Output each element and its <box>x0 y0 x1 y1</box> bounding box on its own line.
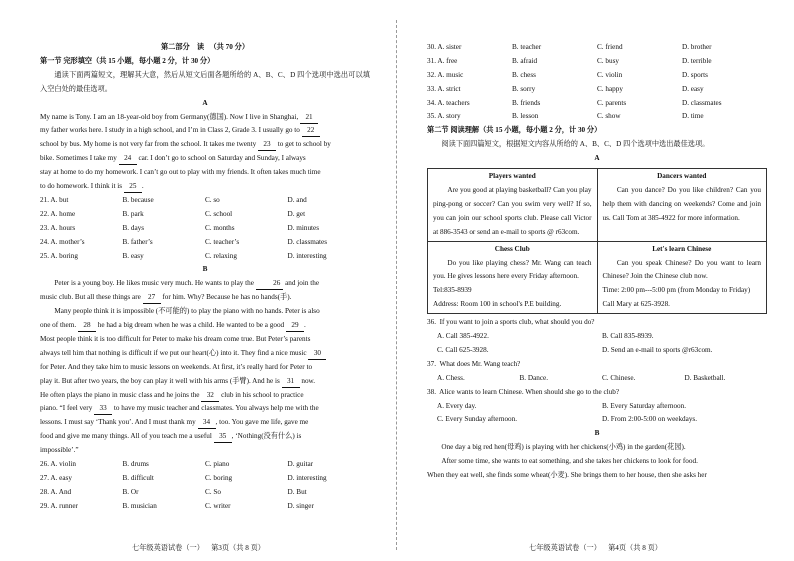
blank-number: 24 <box>119 153 137 165</box>
option: C. violin <box>597 70 623 79</box>
option: 22. A. home <box>40 209 76 218</box>
blank-number: 34 <box>198 417 216 429</box>
passage-text: music club. But all these things are <box>40 293 143 302</box>
reading-a-label: A <box>594 154 600 163</box>
blank-number: 27 <box>143 292 161 304</box>
passage-text: lessons. I must say ‘Thank you’. And I must thank my <box>40 418 198 427</box>
option: B. Every Saturday afternoon. <box>602 401 687 410</box>
passage-text: My name is Tony. I am an 18-year-old boy from Germany(德国). Now I live in Shanghai, <box>40 112 301 121</box>
ad-extra: Time: 2:00 pm---5:00 pm (from Monday to Friday) <box>602 286 751 295</box>
option: C. school <box>205 209 233 218</box>
passage-text: food and give me many things. All of you teach me a useful <box>40 432 214 441</box>
passage-line <box>40 333 370 347</box>
ad-title: Let's learn Chinese <box>652 244 712 253</box>
passage-text: for Peter. And they take him to music lessons on weekends. At first, it’s really hard for Peter to <box>40 362 313 371</box>
q38-options-row <box>427 400 767 414</box>
blank-number: 23 <box>258 139 276 151</box>
ad-chinese <box>597 241 767 314</box>
passage-line <box>40 402 370 416</box>
option: 25. A. boring <box>40 251 78 260</box>
passage-line <box>40 444 370 458</box>
passage-text: Many people think it is impossible (不可能的) to play the piano with no hands. Peter is also <box>54 307 320 316</box>
option: D. minutes <box>287 223 320 232</box>
passage-line <box>40 319 370 333</box>
passage-text: play it. But after two years, the boy can play it well with his arms (手臂). And he is <box>40 376 282 385</box>
option: D. From 2:00-5:00 on weekdays. <box>602 415 698 424</box>
option: 27. A. easy <box>40 474 72 482</box>
page-footer-right: 七年级英语试卷（一） 第4页（共 8 页） <box>529 544 662 553</box>
passage-text: to have my music teacher and classmates. You always help me with the <box>112 404 319 413</box>
ad-chess-club <box>428 241 598 314</box>
blank-number: 21 <box>300 112 318 124</box>
option: B. sorry <box>512 84 536 93</box>
option: B. lesson <box>512 112 539 121</box>
ad-body: Do you like playing chess? Mr. Wang can teach you. He gives lessons here every Friday afternoon. <box>433 258 592 281</box>
option: C. happy <box>597 84 623 93</box>
options-row <box>40 236 370 250</box>
q38-options-row <box>427 413 767 427</box>
passage-line <box>40 416 370 430</box>
option: 31. A. free <box>427 56 458 65</box>
option: C. teacher’s <box>205 237 240 246</box>
page-footer-left: 七年级英语试卷（一） 第3页（共 8 页） <box>132 544 265 553</box>
right-page <box>397 0 794 561</box>
passage-line <box>40 347 370 361</box>
option: 21. A. but <box>40 195 69 204</box>
blank-number: 29 <box>286 320 304 332</box>
option: B. afraid <box>512 56 538 65</box>
options-row <box>40 500 370 514</box>
ad-players <box>428 169 598 242</box>
reading-b-line: One day a big red hen(母鸡) is playing with her chickens(小鸡) in the garden(花园). <box>441 443 686 452</box>
option: C. friend <box>597 43 623 51</box>
option: C. relaxing <box>205 251 237 260</box>
passage-text: , too. You gave me life, gave me <box>215 418 309 427</box>
passage-line <box>40 111 370 125</box>
option: 24. A. mother’s <box>40 237 85 246</box>
option: C. busy <box>597 56 619 65</box>
passage-line <box>40 277 370 291</box>
ad-body: Can you dance? Do you like children? Can you help them with dancing on weekends? Come and join us. Call Tom at 385-4922 for more information. <box>602 185 761 222</box>
ad-title: Chess Club <box>494 244 530 253</box>
ad-body: Are you good at playing basketball? Can you play ping-pong or soccer? Can you swim very well? If so, you can join our school sports club. Please call Victor at 886-3543 or send an e-mail to sports @ r63com. <box>433 185 592 236</box>
passage-line <box>40 430 370 444</box>
option: D. and <box>287 195 307 204</box>
passage-text: school by bus. My home is not very far from the school. It takes me twenty <box>40 140 258 149</box>
ads-table <box>427 168 767 314</box>
passage-text: always tell him that nothing is difficult if we put our heart(心) into it. They find a nice music <box>40 348 309 357</box>
blank-number: 32 <box>201 390 219 402</box>
section2-instructions: 阅读下面四篇短文，根据短文内容从所给的 A、B、C、D 四个选项中选出最佳选项。 <box>441 140 710 149</box>
question-37: 37. What does Mr. Wang teach? <box>427 359 521 368</box>
question-38: 38. Alice wants to learn Chinese. When should she go to the club? <box>427 387 620 396</box>
passage-text: my father works here. I study in a high school, and I’m in Class 2, Grade 3. I usually go to <box>40 126 302 135</box>
option: B. Or <box>122 487 139 496</box>
part-title: 第二部分 读 （共 70 分） <box>160 43 250 51</box>
passage-text: , ‘Nothing(没有什么) is <box>231 432 302 441</box>
passage-text: Most people think it is too difficult for Peter to make his dream come true. But Peter’s parents <box>40 334 311 343</box>
option: 32. A. music <box>427 70 464 79</box>
option: D. Basketball. <box>684 373 726 382</box>
options-a <box>40 194 370 263</box>
passage-b <box>40 277 370 458</box>
option: C. writer <box>205 501 231 510</box>
options-row <box>40 250 370 264</box>
option: B. teacher <box>512 43 542 51</box>
q36-options-row <box>427 330 767 344</box>
blank-number: 33 <box>94 403 112 415</box>
section2-heading: 第二节 阅读理解（共 15 小题，每小题 2 分，计 30 分） <box>427 126 602 135</box>
blank-number: 26 <box>256 278 284 290</box>
blank-number: 35 <box>214 431 232 443</box>
passage-a <box>40 111 370 194</box>
blank-number: 22 <box>302 125 320 137</box>
passage-text: one of them. <box>40 321 78 330</box>
passage-line <box>40 166 370 180</box>
passage-text: piano. “I feel very <box>40 404 95 413</box>
option: D. get <box>287 209 306 218</box>
options-row <box>427 110 767 124</box>
option: C. Call 625-3928. <box>437 345 489 354</box>
ad-extra: Call Mary at 625-3928. <box>602 300 670 309</box>
option: 34. A. teachers <box>427 98 470 107</box>
option: D. interesting <box>287 251 327 260</box>
option: 26. A. violin <box>40 460 76 469</box>
options-row <box>40 222 370 236</box>
option: B. because <box>122 195 154 204</box>
passage-line <box>40 305 370 319</box>
option: C. show <box>597 112 621 121</box>
option: B. chess <box>512 70 536 79</box>
option: B. Dance. <box>519 373 549 382</box>
options-row <box>427 69 767 83</box>
options-row <box>40 208 370 222</box>
options-row <box>40 486 370 500</box>
passage-line <box>40 138 370 152</box>
option: D. classmates <box>682 98 722 107</box>
q36-options-row <box>427 344 767 358</box>
option: 28. A. And <box>40 487 72 496</box>
section1-heading: 第一节 完形填空（共 15 小题，每小题 2 分，计 30 分） <box>40 56 215 65</box>
passage-line <box>40 361 370 375</box>
option: D. singer <box>287 501 314 510</box>
passage-text: and join the <box>283 279 320 288</box>
passage-text: club in his school to practice <box>219 390 304 399</box>
option: D. guitar <box>287 460 314 469</box>
options-top <box>427 41 767 124</box>
options-row <box>40 194 370 208</box>
passage-line <box>40 124 370 138</box>
option: C. piano <box>205 460 230 469</box>
blank-number: 30 <box>308 348 326 360</box>
ad-body: Can you speak Chinese? Do you want to learn Chinese? Join the Chinese club now. <box>602 258 761 281</box>
passage-line <box>40 291 370 305</box>
passage-b-label: B <box>202 265 208 274</box>
option: B. musician <box>122 501 157 510</box>
option: A. Chess. <box>437 373 465 382</box>
options-b <box>40 458 370 514</box>
passage-line <box>40 180 370 194</box>
options-row <box>40 472 370 486</box>
option: D. interesting <box>287 474 327 482</box>
passage-text: to do homework. I think it is <box>40 182 124 191</box>
passage-text: He often plays the piano in music class and he joins the <box>40 390 202 399</box>
passage-text: now. <box>299 376 316 385</box>
passage-text: . <box>303 321 306 330</box>
passage-text: he had a big dream when he was a child. He wanted to be a good <box>95 321 286 330</box>
ad-dancers <box>597 169 767 242</box>
option: 30. A. sister <box>427 43 462 51</box>
option: B. difficult <box>122 474 154 482</box>
passage-text: stay at home to do my homework. I can’t go out to play with my friends. It often takes much time <box>40 168 321 177</box>
option: B. Call 835-8939. <box>602 332 654 341</box>
section1-instructions: 通读下面两篇短文，理解其大意，然后从短文后面各题所给的 A、B、C、D 四个选项中选出可以填入空白处的最佳选项。 <box>40 70 370 93</box>
option: A. Call 385-4922. <box>437 332 489 341</box>
question-36: 36. If you want to join a sports club, what should you do? <box>427 318 595 327</box>
passage-text: car. I don’t go to school on Saturday and Sunday, I always <box>136 154 306 163</box>
option: D. classmates <box>287 237 328 246</box>
passage-text: impossible’.” <box>40 446 79 455</box>
option: B. easy <box>122 251 144 260</box>
option: B. drums <box>122 460 149 469</box>
ad-title: Dancers wanted <box>657 172 707 181</box>
option: D. Send an e-mail to sports @r63com. <box>602 345 713 354</box>
option: 23. A. hours <box>40 223 76 232</box>
option: B. days <box>122 223 145 232</box>
option: C. months <box>205 223 235 232</box>
option: C. So <box>205 487 221 496</box>
blank-number: 25 <box>124 181 142 193</box>
q37-options-row <box>427 372 767 386</box>
passage-line <box>40 152 370 166</box>
option: D. But <box>287 487 307 496</box>
option: C. so <box>205 195 220 204</box>
option: D. easy <box>682 84 704 93</box>
blank-number: 28 <box>78 320 96 332</box>
option: C. boring <box>205 474 233 482</box>
option: C. Chinese. <box>602 373 636 382</box>
option: A. Every day. <box>437 401 477 410</box>
passage-line <box>40 389 370 403</box>
passage-text: . <box>141 182 144 191</box>
option: 33. A. strict <box>427 84 461 93</box>
reading-b-label: B <box>594 429 600 438</box>
options-row <box>427 83 767 97</box>
option: D. time <box>682 112 704 121</box>
reading-b-line: After some time, she wants to eat something, and she takes her chickens to look for food. <box>441 457 698 466</box>
passage-text: bike. Sometimes I take my <box>40 154 119 163</box>
option: B. friends <box>512 98 541 107</box>
option: D. terrible <box>682 56 712 65</box>
options-row <box>40 458 370 472</box>
option: C. parents <box>597 98 627 107</box>
option: B. park <box>122 209 144 218</box>
blank-number: 31 <box>282 376 300 388</box>
option: 35. A. story <box>427 112 461 121</box>
option: D. sports <box>682 70 708 79</box>
options-row <box>427 55 767 69</box>
options-row <box>427 97 767 111</box>
option: D. brother <box>682 43 712 51</box>
option: 29. A. runner <box>40 501 78 510</box>
options-row <box>427 41 767 55</box>
passage-text: Peter is a young boy. He likes music very much. He wants to play the <box>54 279 256 288</box>
passage-a-label: A <box>202 98 208 107</box>
passage-text: for him. Why? Because he has no hands(手). <box>160 293 292 302</box>
option: B. father’s <box>122 237 153 246</box>
reading-b-line: When they eat well, she finds some wheat(小麦). She brings them to her house, then she asks her <box>427 471 707 480</box>
passage-line <box>40 375 370 389</box>
option: C. Every Sunday afternoon. <box>437 415 518 424</box>
ad-extra: Address: Room 100 in school's P.E building. <box>433 300 562 309</box>
passage-text: to get to school by <box>275 140 331 149</box>
ad-title: Players wanted <box>488 172 536 181</box>
ad-extra: Tel:835-8939 <box>433 286 472 295</box>
